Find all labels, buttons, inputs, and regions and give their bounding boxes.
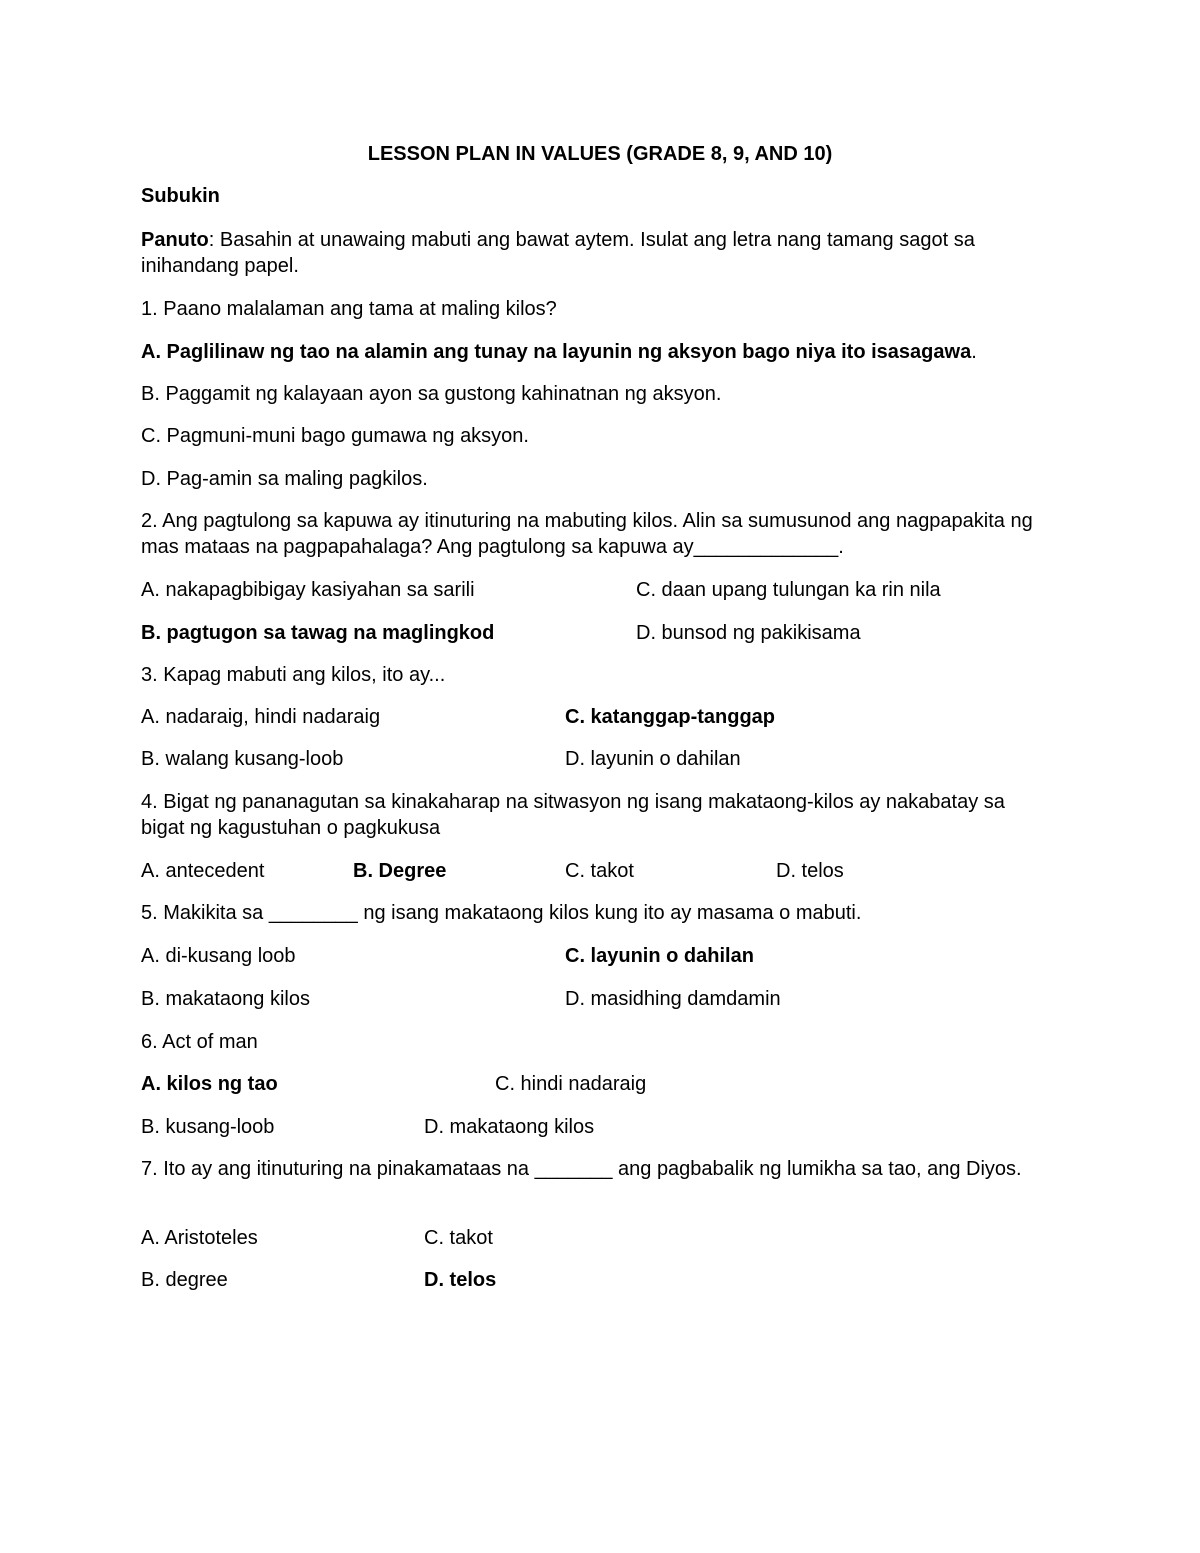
q2-option-d: D. bunsod ng pakikisama: [636, 622, 861, 644]
q4-option-b: B. Degree: [353, 860, 447, 882]
q3-option-d: D. layunin o dahilan: [565, 748, 741, 770]
q2-option-a: A. nakapagbibigay kasiyahan sa sarili: [141, 579, 475, 601]
q1-option-b: B. Paggamit ng kalayaan ayon sa gustong kahinatnan ng aksyon.: [141, 383, 722, 405]
q1-option-a-text: A. Paglilinaw ng tao na alamin ang tunay na layunin ng aksyon bago niya ito isasagawa: [141, 341, 972, 363]
q1-option-d: D. Pag-amin sa maling pagkilos.: [141, 468, 428, 490]
q1-option-a-period: .: [971, 341, 977, 363]
q7-option-a: A. Aristoteles: [141, 1227, 258, 1249]
q2-option-c: C. daan upang tulungan ka rin nila: [636, 579, 941, 601]
instructions: [141, 227, 1051, 279]
question-4: 4. Bigat ng pananagutan sa kinakaharap na sitwasyon ng isang makataong-kilos ay nakabatay sa bigat ng kagustuhan o pagkukusa: [141, 791, 1005, 839]
q5-option-b: B. makataong kilos: [141, 988, 310, 1010]
q1-option-c: C. Pagmuni-muni bago gumawa ng aksyon.: [141, 425, 529, 447]
instructions-text: : Basahin at unawaing mabuti ang bawat aytem. Isulat ang letra nang tamang sagot sa inihandang papel.: [141, 229, 975, 277]
question-6: 6. Act of man: [141, 1031, 258, 1053]
q3-option-c: C. katanggap-tanggap: [565, 706, 776, 728]
question-2: 2. Ang pagtulong sa kapuwa ay itinuturing na mabuting kilos. Alin sa sumusunod ang nagpapakita ng mas mataas na pagpapahalaga? Ang pagtulong sa kapuwa ay_____________.: [141, 510, 1033, 558]
q5-option-a: A. di-kusang loob: [141, 945, 296, 967]
question-3: 3. Kapag mabuti ang kilos, ito ay...: [141, 664, 446, 686]
section-heading: Subukin: [141, 185, 220, 207]
q7-option-c: C. takot: [424, 1227, 493, 1249]
q6-option-b: B. kusang-loob: [141, 1116, 275, 1138]
q2-option-b: B. pagtugon sa tawag na maglingkod: [141, 622, 495, 644]
q4-option-c: C. takot: [565, 860, 634, 882]
q4-option-d: D. telos: [776, 860, 844, 882]
q5-option-c: C. layunin o dahilan: [565, 945, 754, 967]
q4-option-a: A. antecedent: [141, 860, 265, 882]
q1-option-a: [141, 339, 977, 365]
q6-option-c: C. hindi nadaraig: [495, 1073, 647, 1095]
q7-option-d: D. telos: [424, 1269, 497, 1291]
q7-option-b: B. degree: [141, 1269, 228, 1291]
q3-option-a: A. nadaraig, hindi nadaraig: [141, 706, 381, 728]
question-1: 1. Paano malalaman ang tama at maling kilos?: [141, 298, 557, 320]
q6-option-a: A. kilos ng tao: [141, 1073, 278, 1095]
q3-option-b: B. walang kusang-loob: [141, 748, 344, 770]
q6-option-d: D. makataong kilos: [424, 1116, 595, 1138]
q5-option-d: D. masidhing damdamin: [565, 988, 781, 1010]
question-5: 5. Makikita sa ________ ng isang makataong kilos kung ito ay masama o mabuti.: [141, 902, 862, 924]
instructions-label: Panuto: [141, 229, 209, 251]
question-7: 7. Ito ay ang itinuturing na pinakamataas na _______ ang pagbabalik ng lumikha sa tao, ang Diyos.: [141, 1158, 1022, 1180]
page-title: LESSON PLAN IN VALUES (GRADE 8, 9, AND 10): [367, 143, 833, 165]
